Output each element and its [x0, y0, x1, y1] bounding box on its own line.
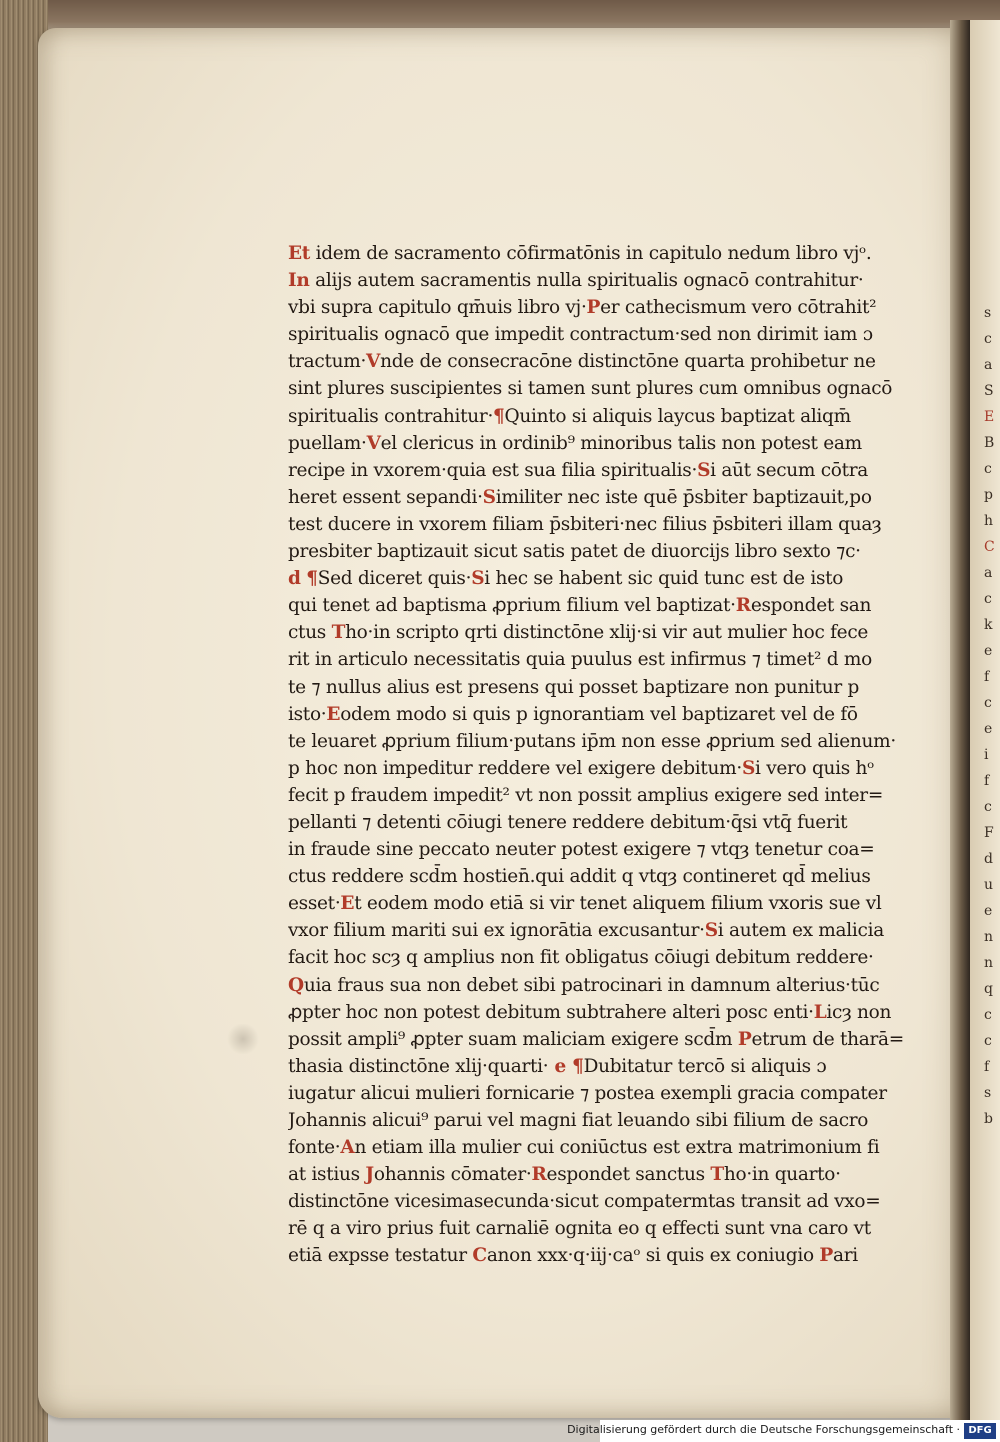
adjacent-glyph: q [984, 981, 992, 997]
text-line [288, 1161, 908, 1188]
adjacent-glyph: f [984, 669, 989, 685]
line-text: espondet san [750, 595, 872, 617]
adjacent-glyph: E [984, 409, 994, 425]
adjacent-glyph: c [984, 695, 991, 711]
adjacent-glyph: h [984, 513, 993, 529]
text-line [288, 809, 908, 836]
line-text: el clericus in ordinib⁹ minoribus talis non potest eam [380, 432, 862, 454]
line-text: Dubitatur tercō si aliquis ɔ [583, 1055, 827, 1077]
line-text: imiliter nec iste quē p̄sbiter baptizauit,po [495, 486, 872, 508]
line-text: etrum de tharā= [751, 1028, 904, 1050]
line-text: te ⁊ nullus alius est presens qui posset baptizare non punitur p [288, 676, 860, 698]
line-text: odem modo si quis p ignorantiam vel baptizaret vel de fō [340, 703, 858, 725]
line-text: presbiter baptizauit sicut satis patet de diuorcijs libro sexto ⁊c· [288, 541, 861, 563]
rubricated-initial: E [326, 703, 341, 725]
text-line [288, 999, 908, 1026]
text-line [288, 240, 908, 267]
adjacent-glyph: b [984, 1111, 992, 1127]
rubricated-initial: In [288, 270, 310, 292]
text-line [288, 592, 908, 619]
text-line [288, 1215, 908, 1242]
rubricated-initial: P [586, 297, 601, 319]
rubricated-initial: S [697, 459, 711, 481]
adjacent-glyph: k [984, 617, 992, 633]
text-line [288, 484, 908, 511]
text-line [288, 646, 908, 673]
dfg-logo: DFG [964, 1423, 996, 1439]
rubricated-initial: R [531, 1164, 547, 1186]
line-text: facit hoc scȝ q amplius non fit obligatus cōiugi debitum reddere· [288, 947, 874, 969]
text-line [288, 403, 908, 430]
text-line [288, 890, 908, 917]
rubricated-initial: A [340, 1137, 355, 1159]
rubricated-initial: V [366, 351, 381, 373]
line-text: tractum· [288, 351, 367, 373]
line-text: thasia distinctōne xlij·quarti· [288, 1055, 549, 1077]
line-text: te leuaret ꝓprium filium·putans ip̄m non esse ꝓprium sed alienum· [288, 730, 896, 752]
adjacent-glyph: i [984, 747, 988, 763]
text-line [288, 348, 908, 375]
rubricated-initial: Et [288, 243, 311, 264]
rubricated-initial: Q [288, 974, 304, 996]
line-text: iugatur alicui mulieri fornicarie ⁊ postea exempli gracia compater [288, 1082, 887, 1104]
text-line [288, 457, 908, 484]
adjacent-glyph: c [984, 1033, 991, 1049]
line-text: possit ampli⁹ ꝓpter suam maliciam exigere scd̄m [288, 1028, 738, 1050]
adjacent-glyph: u [984, 877, 993, 893]
adjacent-glyph: c [984, 461, 991, 477]
text-line [288, 1134, 908, 1161]
text-line [288, 1080, 908, 1107]
line-text: n etiam illa mulier cui coniūctus est extra matrimonium fi [354, 1137, 880, 1159]
funding-footer [567, 1420, 1000, 1442]
rubricated-initial: T [331, 622, 346, 644]
rubricated-initial: E [340, 893, 355, 915]
text-line [288, 1242, 908, 1269]
line-text: heret essent sepandi· [288, 486, 483, 508]
adjacent-glyph: a [984, 565, 992, 581]
line-text: espondet sanctus [546, 1164, 711, 1186]
rubricated-initial: R [735, 595, 751, 617]
text-line [288, 863, 908, 890]
rubricated-initial: T [710, 1164, 724, 1186]
line-text: qui tenet ad baptisma ꝓprium filium vel baptizat· [288, 595, 736, 617]
adjacent-glyph: p [984, 487, 992, 503]
rubricated-initial: d [288, 568, 301, 590]
line-text: ctus reddere scd̄m hostien̄.qui addit q vtqȝ contineret qd̄ melius [288, 866, 871, 888]
text-line [288, 917, 908, 944]
adjacent-glyph: c [984, 331, 991, 347]
rubricated-initial: S [704, 920, 718, 942]
line-text: esset· [288, 893, 341, 915]
funding-credit: Digitalisierung gefördert durch die Deutsche Forschungsgemeinschaft · [567, 1423, 960, 1436]
adjacent-glyph: f [984, 773, 989, 789]
rubricated-initial: ¶ [572, 1055, 584, 1077]
line-text: fecit p fraudem impedit² vt non possit amplius exigere sed inter= [288, 784, 884, 806]
rubricated-initial: V [366, 432, 381, 454]
line-text: etiā expsse testatur [288, 1245, 473, 1267]
line-text: puellam· [288, 432, 367, 454]
rubricated-initial: L [813, 1001, 827, 1023]
text-line [288, 321, 908, 348]
adjacent-glyph: d [984, 851, 992, 867]
adjacent-glyph: c [984, 591, 991, 607]
rubricated-initial: S [482, 486, 496, 508]
line-text: spiritualis contrahitur· [288, 405, 494, 427]
line-text: spiritualis ognacō que impedit contractum·sed non dirimit iam ɔ [288, 324, 873, 346]
line-text: icȝ non [826, 1001, 892, 1023]
line-text: i aūt secum cōtra [710, 459, 869, 481]
line-text: uia fraus sua non debet sibi patrocinari in damnum alterius·tūc [303, 974, 880, 996]
text-line [288, 619, 908, 646]
line-text: ari [833, 1245, 858, 1267]
text-line [288, 294, 908, 321]
adjacent-page-text [984, 300, 1000, 1132]
adjacent-glyph: f [984, 1059, 989, 1075]
line-text: i hec se habent sic quid tunc est de isto [484, 568, 844, 590]
text-line [288, 674, 908, 701]
adjacent-glyph: n [984, 929, 993, 945]
line-text: sint plures suscipientes si tamen sunt plures cum omnibus ognacō [288, 378, 893, 400]
adjacent-glyph: a [984, 357, 992, 373]
line-text: rē q a viro prius fuit carnaliē ognita eo q effecti sunt vna caro vt [288, 1218, 871, 1240]
margin-smudge [226, 1024, 260, 1054]
text-line [288, 972, 908, 999]
line-text: i autem ex malicia [717, 920, 884, 942]
line-text: fonte· [288, 1137, 341, 1159]
text-line [288, 538, 908, 565]
adjacent-glyph: F [984, 825, 993, 841]
line-text: pellanti ⁊ detenti cōiugi tenere reddere debitum·q̄si vtq̄ fuerit [288, 811, 848, 833]
line-text: rit in articulo necessitatis quia puulus est infirmus ⁊ timet² d mo [288, 649, 872, 671]
adjacent-glyph: B [984, 435, 994, 451]
adjacent-glyph: c [984, 799, 991, 815]
line-text: ctus [288, 622, 332, 644]
line-text: isto· [288, 703, 327, 725]
rubricated-initial: P [819, 1245, 833, 1267]
text-line [288, 944, 908, 971]
line-text: ohannis cōmater· [373, 1164, 532, 1186]
text-line [288, 511, 908, 538]
adjacent-glyph: e [984, 643, 992, 659]
line-text: in fraude sine peccato neuter potest exigere ⁊ vtqȝ tenetur coa= [288, 839, 875, 861]
adjacent-glyph: e [984, 903, 992, 919]
adjacent-glyph: n [984, 955, 993, 971]
line-text: ho·in quarto· [723, 1164, 841, 1186]
line-text: Sed diceret quis· [317, 568, 472, 590]
printed-text-block [288, 240, 908, 1270]
line-text: vxor filium mariti sui ex ignorātia excusantur· [288, 920, 705, 942]
line-text: p hoc non impeditur reddere vel exigere debitum· [288, 757, 742, 779]
rubricated-initial: P [737, 1028, 752, 1050]
text-line [288, 701, 908, 728]
rubricated-initial: S [471, 568, 485, 590]
adjacent-glyph: s [984, 1085, 991, 1101]
line-text: nde de consecracōne distinctōne quarta prohibetur ne [380, 351, 876, 373]
text-line [288, 728, 908, 755]
line-text: er cathecismum vero cōtrahit² [600, 297, 877, 319]
rubricated-initial: ¶ [306, 568, 318, 590]
rubricated-initial: e [548, 1055, 573, 1077]
line-text: at istius [288, 1164, 366, 1186]
rubricated-initial: C [472, 1245, 487, 1267]
text-line [288, 1053, 908, 1080]
line-text: recipe in vxorem·quia est sua filia spiritualis· [288, 459, 698, 481]
adjacent-glyph: s [984, 305, 991, 321]
text-line [288, 1026, 908, 1053]
rubricated-initial: S [741, 757, 755, 779]
line-text: test ducere in vxorem filiam p̄sbiteri·nec filius p̄sbiteri illam quaȝ [288, 513, 882, 535]
text-line [288, 565, 908, 592]
line-text: idem de sacramento cōfirmatōnis in capitulo nedum libro vjᵒ. [310, 243, 872, 264]
line-text: ꝓpter hoc non potest debitum subtrahere alteri posc enti· [288, 1001, 814, 1023]
text-line [288, 836, 908, 863]
adjacent-glyph: c [984, 1007, 991, 1023]
adjacent-glyph: S [984, 383, 993, 399]
adjacent-glyph: C [984, 539, 994, 555]
line-text: alijs autem sacramentis nulla spiritualis ognacō contrahitur· [309, 270, 864, 292]
line-text: i vero quis hᵒ [755, 757, 874, 779]
text-line [288, 1188, 908, 1215]
adjacent-glyph: e [984, 721, 992, 737]
text-line [288, 782, 908, 809]
text-line [288, 1107, 908, 1134]
text-line [288, 267, 908, 294]
text-line [288, 755, 908, 782]
line-text: anon xxx·q·iij·caᵒ si quis ex coniugio [486, 1245, 820, 1267]
book-gutter [950, 20, 970, 1430]
rubricated-initial: J [365, 1164, 374, 1186]
text-line [288, 375, 908, 402]
line-text: vbi supra capitulo qm̄uis libro vj· [288, 297, 587, 319]
line-text: distinctōne vicesimasecunda·sicut compatermtas transit ad vxo= [288, 1191, 881, 1213]
line-text: ho·in scripto qrti distinctōne xlij·si vir aut mulier hoc fece [345, 622, 869, 644]
line-text: Johannis alicui⁹ parui vel magni fiat leuando sibi filium de sacro [288, 1110, 869, 1131]
line-text: Quinto si aliquis laycus baptizat aliqm̄ [504, 405, 851, 427]
rubricated-initial: ¶ [493, 405, 505, 427]
text-line [288, 430, 908, 457]
line-text: t eodem modo etiā si vir tenet aliquem filium vxoris sue vl [354, 893, 882, 915]
